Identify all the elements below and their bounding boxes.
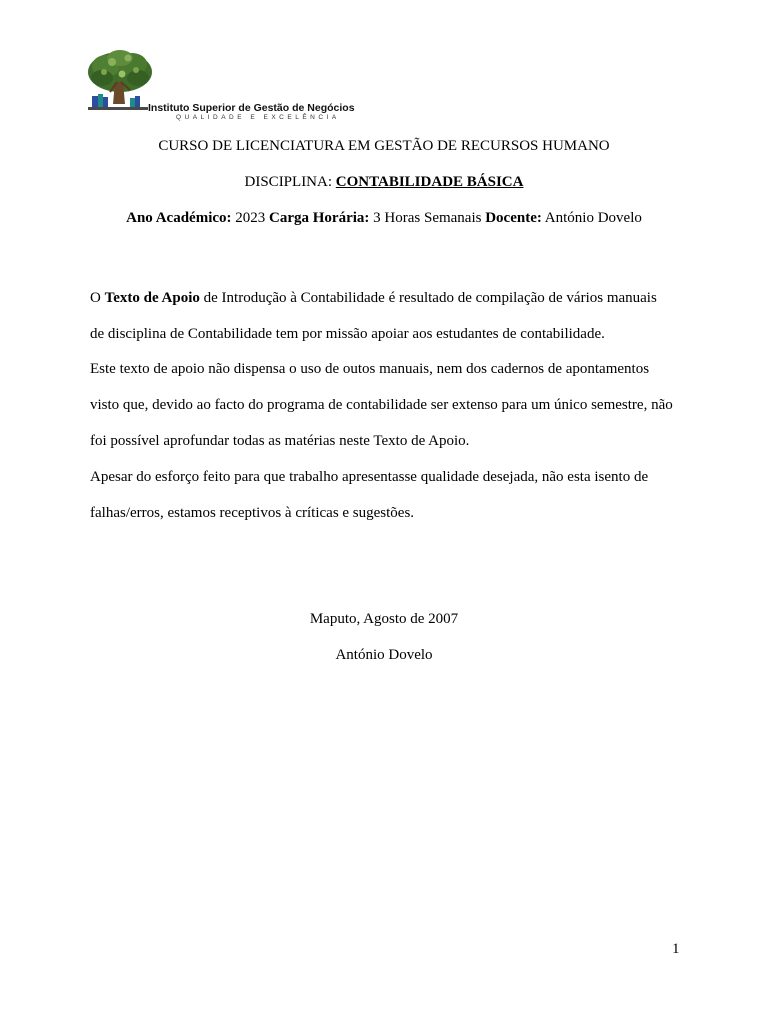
discipline-label: DISCIPLINA: bbox=[244, 174, 333, 190]
paragraph-line: falhas/erros, estamos receptivos à críticas e sugestões. bbox=[90, 505, 415, 521]
paragraph-line: foi possível aprofundar todas as matérias neste Texto de Apoio. bbox=[90, 433, 470, 449]
teacher-label: Docente: bbox=[485, 210, 542, 226]
page-number: 1 bbox=[672, 941, 680, 957]
year-value: 2023 bbox=[235, 210, 266, 226]
paragraph-line: de disciplina de Contabilidade tem por missão apoiar aos estudantes de contabilidade. bbox=[90, 326, 605, 342]
intro-bold-term: Texto de Apoio bbox=[104, 290, 200, 306]
institution-name: Instituto Superior de Gestão de Negócios bbox=[148, 102, 355, 114]
tree-icon bbox=[84, 48, 154, 112]
discipline-value: CONTABILIDADE BÁSICA bbox=[335, 174, 524, 190]
hours-label: Carga Horária: bbox=[269, 210, 370, 226]
course-meta-line bbox=[0, 210, 768, 227]
paragraph-line: Apesar do esforço feito para que trabalho apresentasse qualidade desejada, não esta isento de bbox=[90, 469, 649, 485]
hours-value: 3 Horas Semanais bbox=[373, 210, 482, 226]
place-date: Maputo, Agosto de 2007 bbox=[309, 611, 459, 627]
paragraph-line bbox=[90, 290, 690, 307]
year-label: Ano Académico: bbox=[126, 210, 232, 226]
intro-rest: de Introdução à Contabilidade é resultado de compilação de vários manuais bbox=[203, 290, 657, 306]
discipline-line bbox=[0, 174, 768, 191]
course-title: CURSO DE LICENCIATURA EM GESTÃO DE RECURSOS HUMANO bbox=[158, 138, 610, 154]
intro-word: O bbox=[90, 290, 101, 306]
teacher-value: António Dovelo bbox=[544, 210, 642, 226]
paragraph-line: visto que, devido ao facto do programa de contabilidade ser extenso para um único semestre, não bbox=[90, 397, 673, 413]
institution-tagline: QUALIDADE E EXCELÊNCIA bbox=[176, 114, 340, 121]
institution-logo bbox=[84, 48, 364, 124]
paragraph-line: Este texto de apoio não dispensa o uso de outos manuais, nem dos cadernos de apontamentos bbox=[90, 361, 650, 377]
author-name: António Dovelo bbox=[335, 647, 433, 663]
